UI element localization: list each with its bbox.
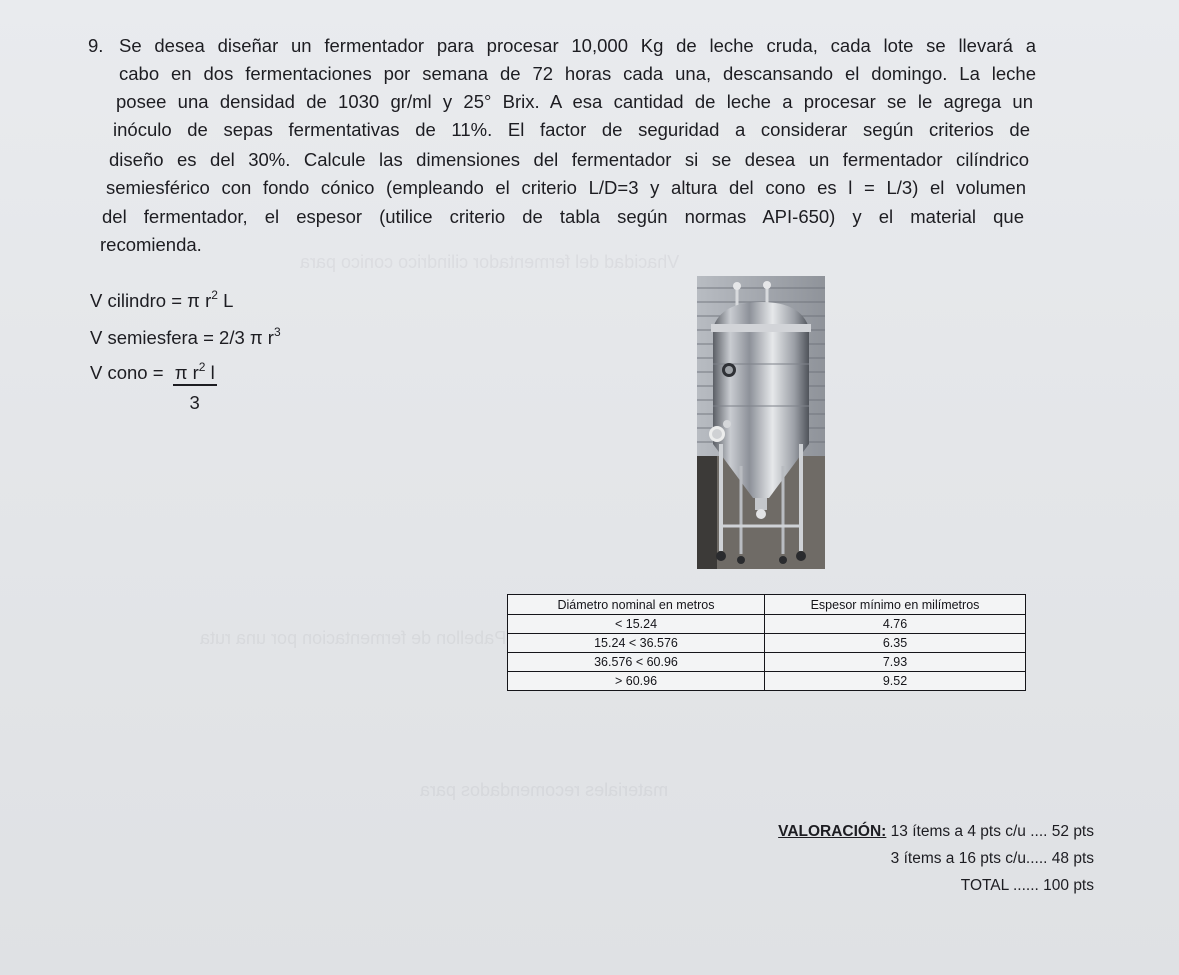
problem-line: inóculo de sepas fermentativas de 11%. El factor de seguridad a considerar según criterios de bbox=[113, 119, 1030, 140]
problem-line: diseño es del 30%. Calcule las dimensiones del fermentador si se desea un fermentador cilíndrico bbox=[109, 149, 1029, 170]
problem-line: semiesférico con fondo cónico (empleando el criterio L/D=3 y altura del cono es l = L/3) el volumen bbox=[106, 177, 1026, 198]
table-cell: 15.24 < 36.576 bbox=[508, 634, 765, 653]
formula-semiesfera: V semiesfera = 2/3 π $r^3$ bbox=[90, 325, 281, 348]
fraction: $\frac{\pi r^2 l}{3}$ bbox=[174, 360, 215, 413]
table-cell: < 15.24 bbox=[508, 615, 765, 634]
problem-line: recomienda. bbox=[100, 234, 202, 255]
fermenter-tank-photo bbox=[697, 276, 825, 569]
table-row bbox=[508, 615, 1026, 634]
column-header: Diámetro nominal en metros bbox=[508, 595, 765, 615]
table-cell: 7.93 bbox=[765, 653, 1026, 672]
grading-total: TOTAL ...... 100 pts bbox=[960, 877, 1094, 894]
grading-line: 3 ítems a 16 pts c/u..... 48 pts bbox=[890, 850, 1094, 867]
bleed-through-text: Pabellon de fermentacion por una ruta bbox=[200, 628, 507, 648]
column-header: Espesor mínimo en milímetros bbox=[765, 595, 1026, 615]
grading-scheme bbox=[700, 818, 1094, 899]
api-650-thickness-table bbox=[507, 594, 1026, 691]
problem-line: del fermentador, el espesor (utilice criterio de tabla según normas API-650) y el material que bbox=[102, 206, 1024, 227]
table-cell: > 60.96 bbox=[508, 672, 765, 691]
grading-line: VALORACIÓN: 13 ítems a 4 pts c/u .... 52 pts bbox=[778, 823, 1094, 840]
formula-cilindro: V cilindro = π $r^2$ L bbox=[90, 288, 234, 311]
table-row bbox=[508, 653, 1026, 672]
table-cell: 4.76 bbox=[765, 615, 1026, 634]
formula-cono: V cono = $\frac{\pi r^2 l}{3}$ bbox=[90, 360, 215, 413]
grading-label: VALORACIÓN: bbox=[778, 823, 887, 840]
problem-number: 9. bbox=[88, 35, 104, 56]
bleed-through-text: materiales recomendados para bbox=[420, 780, 669, 800]
table-row bbox=[508, 634, 1026, 653]
problem-line: posee una densidad de 1030 gr/ml y 25° Brix. A esa cantidad de leche a procesar se le agrega un bbox=[116, 91, 1033, 112]
table-header-row bbox=[508, 595, 1026, 615]
table-cell: 36.576 < 60.96 bbox=[508, 653, 765, 672]
table-row bbox=[508, 672, 1026, 691]
table-cell: 9.52 bbox=[765, 672, 1026, 691]
bleed-through-text: Vhacidad del fermentador cilindrico conico para bbox=[300, 252, 680, 272]
problem-line: Se desea diseñar un fermentador para procesar 10,000 Kg de leche cruda, cada lote se llevará a bbox=[119, 35, 1036, 56]
table-cell: 6.35 bbox=[765, 634, 1026, 653]
problem-line: cabo en dos fermentaciones por semana de 72 horas cada una, descansando el domingo. La leche bbox=[119, 63, 1036, 84]
